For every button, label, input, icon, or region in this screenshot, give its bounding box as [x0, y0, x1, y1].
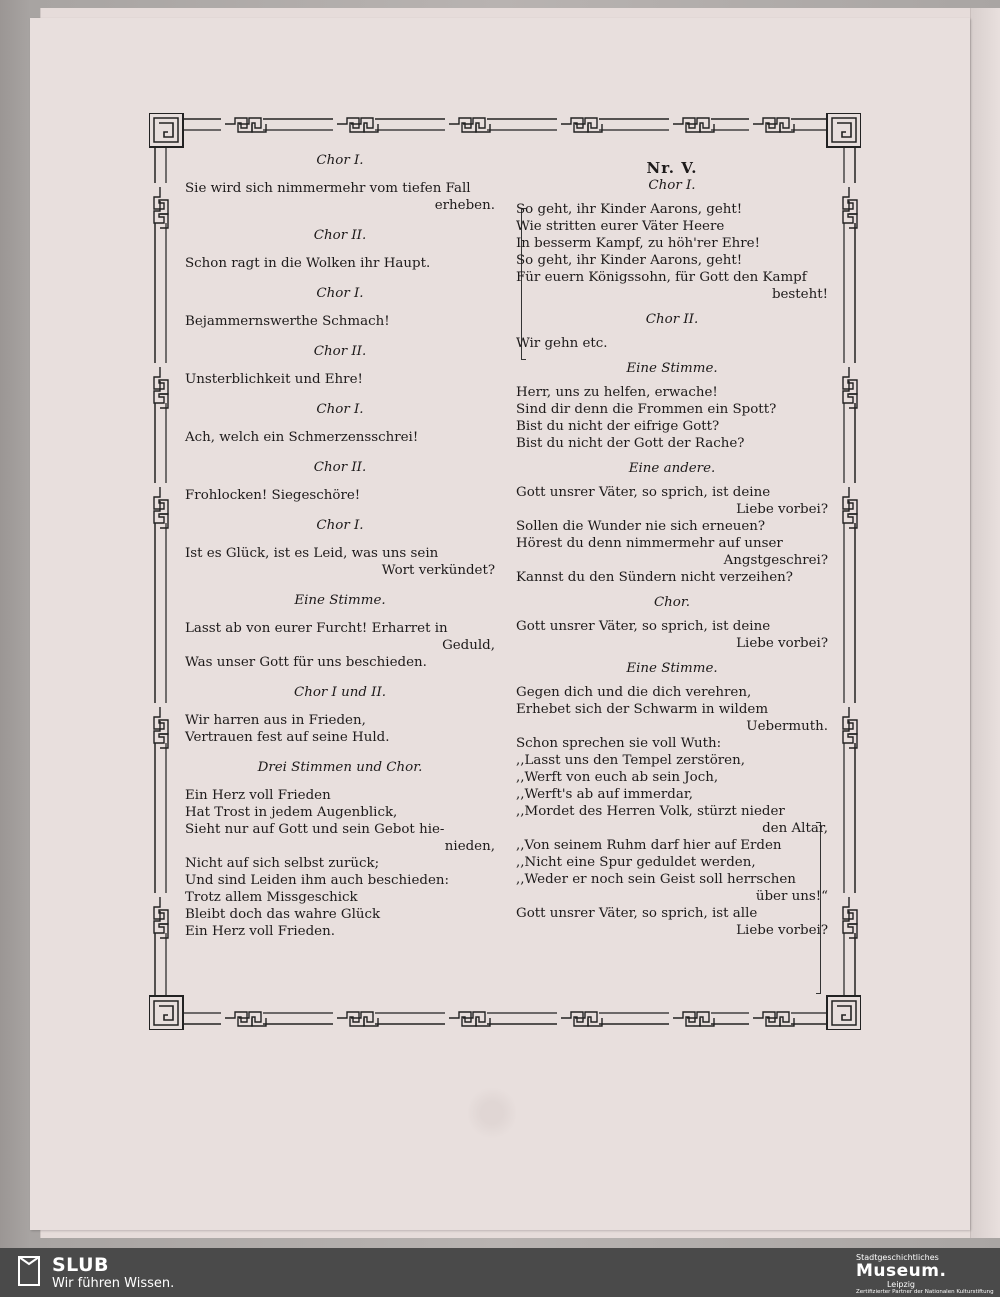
section-heading: Chor I. — [316, 153, 364, 168]
section-heading: Chor I. — [316, 286, 364, 301]
verse-line: Gegen dich und die dich verehren, — [516, 685, 752, 700]
verse-line: Trotz allem Missgeschick — [185, 890, 358, 905]
verse-line: Vertrauen fest auf seine Huld. — [185, 730, 390, 745]
verse-line: Sollen die Wunder nie sich erneuen? — [516, 519, 766, 534]
section-heading: Chor I. — [648, 178, 696, 193]
verse-line: ,,Werft's ab auf immerdar, — [516, 787, 694, 802]
verse-line: ,,Mordet des Herren Volk, stürzt nieder — [516, 804, 785, 819]
verse-line: Lasst ab von eurer Furcht! Erharret in — [185, 621, 448, 636]
section-heading: Eine Stimme. — [294, 593, 386, 608]
verse-line: Sind dir denn die Frommen ein Spott? — [516, 402, 777, 417]
verse-line: Was unser Gott für uns beschieden. — [185, 655, 427, 670]
verse-line: Gott unsrer Väter, so sprich, ist deine — [516, 619, 771, 634]
verse-line: Wir harren aus in Frieden, — [185, 713, 366, 728]
verse-line-continuation: Wort verkündet? — [381, 563, 495, 578]
verse-line: ,,Nicht eine Spur geduldet werden, — [516, 855, 756, 870]
section-heading: Eine Stimme. — [626, 661, 718, 676]
section-heading: Chor II. — [313, 344, 367, 359]
verse-line-continuation: Geduld, — [442, 638, 495, 653]
section-heading: Chor II. — [313, 228, 367, 243]
verse-line: Schon ragt in die Wolken ihr Haupt. — [185, 256, 431, 271]
section-heading: Chor. — [653, 595, 691, 610]
verse-line: Kannst du den Sündern nicht verzeihen? — [516, 570, 793, 585]
verse-line: Sie wird sich nimmermehr vom tiefen Fall — [185, 181, 471, 196]
verse-line-continuation: Liebe vorbei? — [736, 502, 828, 517]
verse-line: Gott unsrer Väter, so sprich, ist deine — [516, 485, 771, 500]
section-heading: Chor I. — [316, 402, 364, 417]
verse-line: Herr, uns zu helfen, erwache! — [516, 385, 718, 400]
verse-line: Hörest du denn nimmermehr auf unser — [516, 536, 783, 551]
verse-line: So geht, ihr Kinder Aarons, geht! — [516, 253, 743, 268]
verse-line: Schon sprechen sie voll Wuth: — [516, 736, 722, 751]
verse-line: Und sind Leiden ihm auch beschieden: — [185, 873, 450, 888]
verse-line-continuation: besteht! — [771, 287, 828, 302]
slub-name: SLUB — [52, 1254, 110, 1276]
verse-line: Bist du nicht der eifrige Gott? — [516, 419, 720, 434]
section-heading: Chor I. — [316, 518, 364, 533]
verse-line: Bist du nicht der Gott der Rache? — [516, 436, 745, 451]
museum-main-text: Museum. — [856, 1261, 947, 1281]
right-text-column — [516, 160, 828, 939]
verse-line: Bejammernswerthe Schmach! — [185, 314, 390, 329]
section-heading: Chor II. — [645, 312, 699, 327]
verse-line: Für euern Königssohn, für Gott den Kampf — [516, 270, 807, 285]
verse-line: In besserm Kampf, zu höh'rer Ehre! — [516, 236, 760, 251]
verse-line-continuation: Liebe vorbei? — [736, 923, 828, 938]
verse-line-continuation: über uns!“ — [755, 889, 828, 904]
verse-line-continuation: den Altar, — [762, 821, 828, 836]
verse-line: Nicht auf sich selbst zurück; — [185, 856, 380, 871]
verse-line: Hat Trost in jedem Augenblick, — [185, 805, 398, 820]
museum-top-text: Stadtgeschichtliches — [856, 1253, 939, 1262]
slub-slogan: Wir führen Wissen. — [52, 1276, 175, 1291]
verse-line: Wie stritten eurer Väter Heere — [516, 219, 725, 234]
verse-line: Unsterblichkeit und Ehre! — [185, 372, 363, 387]
verse-line-continuation: erheben. — [434, 198, 495, 213]
verse-line-continuation: nieden, — [444, 839, 495, 854]
section-heading: Drei Stimmen und Chor. — [257, 760, 423, 775]
verse-line: Erhebet sich der Schwarm in wildem — [516, 702, 769, 717]
embossed-stamp — [468, 1085, 516, 1141]
footer-bar — [0, 1248, 1000, 1297]
section-heading: Eine Stimme. — [626, 361, 718, 376]
verse-line: Wir gehn etc. — [516, 336, 608, 351]
verse-line-continuation: Liebe vorbei? — [736, 636, 828, 651]
verse-line: Ein Herz voll Frieden. — [185, 924, 335, 939]
slub-logo-icon — [18, 1256, 40, 1286]
verse-line: Ein Herz voll Frieden — [185, 788, 331, 803]
museum-logo — [856, 1253, 994, 1296]
left-text-column — [185, 152, 495, 940]
verse-line: ,,Weder er noch sein Geist soll herrschen — [516, 872, 796, 887]
museum-cert-text: Zertifizierter Partner der Nationalen Kulturstiftung — [856, 1289, 994, 1295]
verse-line-continuation: Angstgeschrei? — [723, 553, 828, 568]
verse-line: So geht, ihr Kinder Aarons, geht! — [516, 202, 743, 217]
section-heading: Chor II. — [313, 460, 367, 475]
verse-line-continuation: Uebermuth. — [746, 719, 828, 734]
back-sheet-edge — [970, 8, 1000, 1238]
section-heading: Chor I und II. — [293, 685, 387, 700]
section-heading: Eine andere. — [628, 461, 716, 476]
museum-city-text: Leipzig — [886, 1280, 916, 1289]
verse-line: Gott unsrer Väter, so sprich, ist alle — [516, 906, 758, 921]
verse-line: Frohlocken! Siegeschöre! — [185, 488, 361, 503]
verse-line: Sieht nur auf Gott und sein Gebot hie- — [185, 822, 445, 837]
verse-line: Bleibt doch das wahre Glück — [185, 907, 381, 922]
verse-line: ,,Werft von euch ab sein Joch, — [516, 770, 719, 785]
verse-line: ,,Von seinem Ruhm darf hier auf Erden — [516, 838, 782, 853]
section-number-title: Nr. V. — [646, 159, 698, 177]
verse-line: Ach, welch ein Schmerzensschrei! — [185, 430, 419, 445]
verse-line: Ist es Glück, ist es Leid, was uns sein — [185, 546, 439, 561]
verse-line: ,,Lasst uns den Tempel zerstören, — [516, 753, 745, 768]
